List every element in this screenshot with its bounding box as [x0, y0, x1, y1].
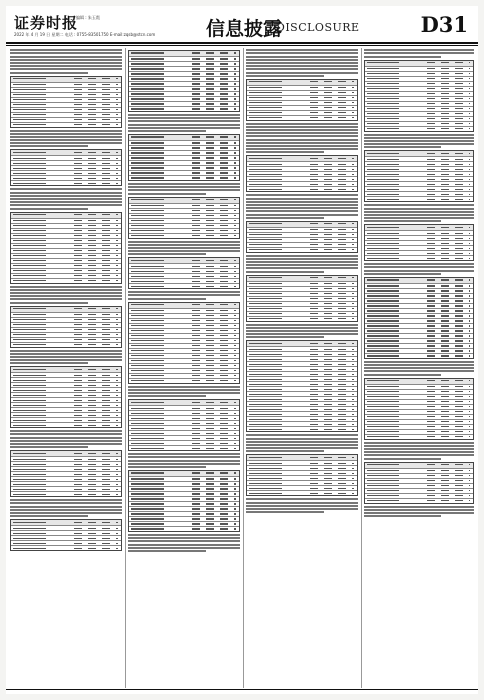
- text-line: [246, 441, 358, 443]
- text-line: [128, 124, 240, 126]
- text-line: [10, 139, 122, 141]
- text-line: [364, 512, 474, 514]
- text-line: [246, 258, 358, 260]
- text-line: [128, 244, 240, 246]
- text-line: [246, 502, 358, 504]
- text-column-3: [246, 48, 358, 688]
- text-line: [364, 451, 474, 453]
- data-table: [364, 60, 474, 132]
- table-row: [365, 196, 473, 201]
- masthead-rule: [6, 42, 478, 44]
- text-line: [10, 68, 122, 70]
- text-line: [364, 273, 441, 275]
- text-line: [10, 289, 122, 291]
- data-table: [128, 50, 240, 112]
- data-table: [128, 399, 240, 451]
- table-row: [129, 106, 239, 111]
- text-line: [10, 292, 122, 294]
- text-line: [10, 65, 122, 67]
- text-line: [364, 146, 441, 148]
- text-line: [246, 151, 324, 153]
- text-line: [10, 502, 122, 504]
- masthead: [6, 6, 478, 44]
- data-table: [246, 275, 358, 322]
- table-row: [129, 233, 239, 238]
- table-row: [365, 434, 473, 439]
- text-line: [10, 130, 122, 132]
- text-line: [128, 114, 240, 116]
- text-line: [128, 547, 240, 549]
- table-row: [11, 122, 121, 127]
- data-table: [246, 221, 358, 253]
- text-line: [10, 499, 122, 501]
- text-line: [364, 263, 474, 265]
- table-row: [129, 378, 239, 383]
- text-line: [246, 123, 358, 125]
- table-row: [365, 498, 473, 503]
- text-line: [128, 456, 240, 458]
- text-line: [10, 62, 122, 64]
- text-line: [364, 454, 474, 456]
- data-table: [364, 378, 474, 440]
- text-line: [10, 362, 88, 364]
- text-line: [10, 446, 88, 448]
- text-line: [10, 188, 122, 190]
- text-line: [246, 333, 358, 335]
- text-line: [128, 127, 240, 129]
- text-line: [246, 214, 358, 216]
- text-line: [128, 460, 240, 462]
- data-table: [10, 366, 122, 428]
- text-line: [364, 266, 474, 268]
- text-line: [364, 270, 474, 272]
- table-row: [247, 247, 357, 252]
- data-table: [10, 450, 122, 497]
- text-line: [364, 506, 474, 508]
- text-line: [246, 207, 358, 209]
- text-line: [364, 361, 474, 363]
- table-row: [11, 545, 121, 550]
- text-line: [10, 359, 122, 361]
- text-line: [128, 186, 240, 188]
- text-line: [128, 193, 206, 195]
- text-line: [246, 330, 358, 332]
- text-line: [364, 204, 474, 206]
- text-line: [10, 195, 122, 197]
- text-line: [10, 142, 122, 144]
- text-line: [246, 129, 358, 131]
- table-row: [11, 342, 121, 347]
- text-line: [364, 458, 441, 460]
- data-table: [10, 519, 122, 551]
- text-line: [10, 298, 122, 300]
- text-line: [246, 511, 324, 513]
- text-line: [246, 142, 358, 144]
- text-line: [10, 430, 122, 432]
- text-line: [128, 453, 240, 455]
- text-line: [364, 52, 474, 54]
- table-row: [129, 526, 239, 531]
- data-table: [128, 257, 240, 289]
- text-line: [128, 250, 240, 252]
- column-divider: [243, 48, 244, 688]
- table-row: [129, 445, 239, 450]
- text-line: [246, 52, 358, 54]
- data-table: [364, 462, 474, 504]
- data-table: [364, 150, 474, 202]
- table-row: [247, 490, 357, 495]
- text-line: [364, 49, 474, 51]
- data-table: [246, 340, 358, 432]
- data-table: [128, 197, 240, 239]
- text-line: [246, 336, 324, 338]
- text-line: [364, 134, 474, 136]
- text-line: [128, 298, 206, 300]
- text-line: [246, 132, 358, 134]
- text-line: [10, 136, 122, 138]
- text-line: [10, 350, 122, 352]
- text-line: [10, 72, 88, 74]
- text-line: [128, 550, 206, 552]
- text-line: [246, 148, 358, 150]
- text-line: [128, 247, 240, 249]
- table-row: [247, 186, 357, 191]
- text-line: [10, 437, 122, 439]
- table-row: [365, 255, 473, 260]
- data-table: [10, 149, 122, 186]
- date-line: 2022 年 4 月 19 日 星期二 电话 : 0755-83501750 E-mail:zqsb@stcn.com: [14, 32, 156, 37]
- text-line: [246, 135, 358, 137]
- data-table: [10, 76, 122, 128]
- text-line: [128, 189, 240, 191]
- masthead-rule-thin: [6, 45, 478, 46]
- text-line: [128, 241, 240, 243]
- table-row: [129, 283, 239, 288]
- data-table: [10, 306, 122, 348]
- text-line: [246, 68, 358, 70]
- text-line: [364, 364, 474, 366]
- table-row: [11, 422, 121, 427]
- text-line: [246, 210, 358, 212]
- text-line: [364, 448, 474, 450]
- text-line: [364, 208, 474, 210]
- text-line: [364, 143, 474, 145]
- page-number: D31: [420, 12, 468, 37]
- text-line: [246, 498, 358, 500]
- text-line: [364, 56, 441, 58]
- table-row: [11, 180, 121, 185]
- text-line: [128, 120, 240, 122]
- text-line: [10, 208, 88, 210]
- text-line: [128, 117, 240, 119]
- text-line: [246, 75, 324, 77]
- text-line: [128, 395, 206, 397]
- text-line: [246, 217, 324, 219]
- text-line: [128, 130, 206, 132]
- text-line: [10, 204, 122, 206]
- table-row: [129, 175, 239, 180]
- table-row: [247, 316, 357, 321]
- text-line: [10, 302, 88, 304]
- text-line: [10, 59, 122, 61]
- text-line: [10, 295, 122, 297]
- text-line: [10, 201, 122, 203]
- data-table: [246, 155, 358, 192]
- text-line: [128, 392, 240, 394]
- section-title-english: DISCLOSURE: [276, 21, 360, 34]
- table-row: [247, 115, 357, 120]
- text-line: [246, 204, 358, 206]
- data-table: [246, 79, 358, 121]
- table-row: [11, 491, 121, 496]
- newspaper-page: [6, 6, 478, 694]
- text-line: [364, 211, 474, 213]
- text-line: [10, 49, 122, 51]
- text-column-4: [364, 48, 474, 688]
- text-line: [246, 194, 358, 196]
- text-line: [246, 198, 358, 200]
- text-line: [246, 450, 324, 452]
- text-line: [364, 509, 474, 511]
- text-line: [10, 353, 122, 355]
- text-line: [128, 291, 240, 293]
- text-line: [246, 49, 358, 51]
- text-line: [10, 515, 88, 517]
- text-line: [246, 255, 358, 257]
- text-line: [364, 445, 474, 447]
- text-line: [246, 267, 358, 269]
- data-table: [10, 212, 122, 284]
- data-table: [246, 454, 358, 496]
- text-line: [246, 447, 358, 449]
- text-line: [10, 56, 122, 58]
- table-row: [365, 126, 473, 131]
- text-line: [246, 324, 358, 326]
- text-line: [128, 463, 240, 465]
- text-line: [10, 133, 122, 135]
- text-line: [364, 442, 474, 444]
- text-line: [364, 370, 474, 372]
- text-line: [10, 440, 122, 442]
- text-line: [364, 374, 441, 376]
- text-line: [246, 327, 358, 329]
- text-line: [246, 505, 358, 507]
- text-line: [246, 62, 358, 64]
- text-line: [246, 145, 358, 147]
- text-line: [364, 217, 474, 219]
- section-title: 信息披露: [206, 18, 283, 40]
- text-line: [128, 389, 240, 391]
- text-line: [10, 512, 122, 514]
- text-line: [10, 52, 122, 54]
- text-line: [246, 271, 324, 273]
- text-line: [246, 201, 358, 203]
- text-line: [128, 253, 206, 255]
- data-table: [364, 224, 474, 261]
- text-line: [128, 537, 240, 539]
- text-line: [364, 220, 441, 222]
- text-line: [246, 65, 358, 67]
- text-line: [128, 540, 240, 542]
- text-line: [246, 261, 358, 263]
- text-line: [364, 515, 441, 517]
- text-line: [10, 509, 122, 511]
- table-row: [365, 353, 473, 358]
- data-table: [128, 134, 240, 181]
- text-line: [246, 434, 358, 436]
- column-divider: [125, 48, 126, 688]
- text-line: [246, 508, 358, 510]
- text-line: [10, 192, 122, 194]
- text-line: [10, 145, 88, 147]
- text-line: [128, 386, 240, 388]
- data-table: [364, 277, 474, 359]
- footer-rule: [6, 689, 478, 690]
- data-table: [128, 470, 240, 532]
- text-line: [246, 444, 358, 446]
- text-line: [10, 356, 122, 358]
- text-line: [246, 438, 358, 440]
- text-line: [246, 126, 358, 128]
- edition-info: 编辑 : 朱玉霞: [76, 15, 100, 20]
- text-line: [128, 183, 240, 185]
- text-column-2: [128, 48, 240, 688]
- text-line: [128, 466, 206, 468]
- text-line: [10, 433, 122, 435]
- text-line: [246, 72, 358, 74]
- text-line: [364, 367, 474, 369]
- text-column-1: [10, 48, 122, 688]
- text-line: [246, 139, 358, 141]
- data-table: [128, 302, 240, 384]
- table-row: [11, 278, 121, 283]
- text-line: [10, 443, 122, 445]
- text-line: [10, 506, 122, 508]
- text-line: [10, 286, 122, 288]
- text-line: [246, 56, 358, 58]
- newspaper-logo: 证券时报: [14, 14, 79, 32]
- text-line: [128, 294, 240, 296]
- text-line: [246, 59, 358, 61]
- text-line: [246, 264, 358, 266]
- text-line: [128, 544, 240, 546]
- table-row: [247, 426, 357, 431]
- text-line: [10, 198, 122, 200]
- text-line: [364, 137, 474, 139]
- text-line: [364, 140, 474, 142]
- column-divider: [361, 48, 362, 688]
- text-line: [128, 534, 240, 536]
- text-line: [364, 214, 474, 216]
